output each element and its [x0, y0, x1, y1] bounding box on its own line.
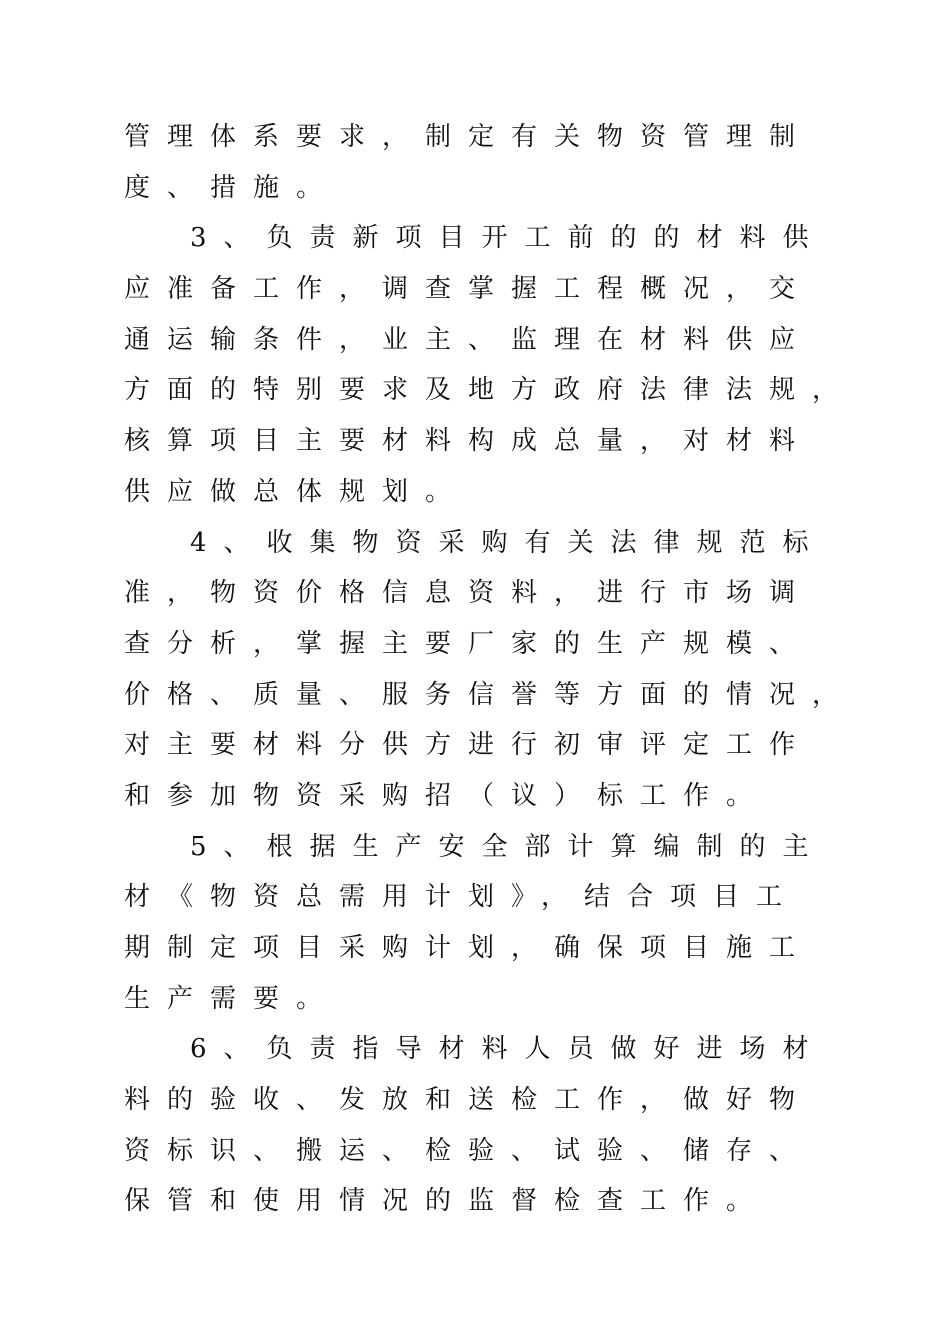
- text-line-10: 准，物资价格信息资料，进行市场调: [124, 578, 813, 609]
- text-line-3: 3、负责新项目开工前的的材料供: [190, 223, 826, 254]
- text-line-22: 保管和使用情况的监督检查工作。: [124, 1186, 770, 1217]
- text-line-21: 资标识、搬运、检验、试验、储存、: [124, 1135, 813, 1166]
- text-line-20: 料的验收、发放和送检工作，做好物: [124, 1085, 813, 1116]
- text-line-14: 和参加物资采购招（议）标工作。: [124, 780, 770, 811]
- text-line-6: 方面的特别要求及地方政府法律法规，: [124, 375, 856, 406]
- text-line-7: 核算项目主要材料构成总量，对材料: [124, 426, 813, 457]
- text-line-5: 通运输条件，业主、监理在材料供应: [124, 324, 813, 355]
- text-line-1: 管理体系要求，制定有关物资管理制: [124, 122, 813, 152]
- text-line-13: 对主要材料分供方进行初审评定工作: [124, 730, 813, 761]
- document-body: [124, 112, 856, 1227]
- text-line-2: 度、措施。: [124, 172, 340, 203]
- text-line-4: 应准备工作，调查掌握工程概况，交: [124, 274, 813, 305]
- text-line-12: 价格、质量、服务信誉等方面的情况，: [124, 679, 856, 710]
- text-line-8: 供应做总体规划。: [124, 476, 469, 507]
- text-line-18: 生产需要。: [124, 983, 340, 1014]
- text-line-9: 4、收集物资采购有关法律规范标: [190, 527, 826, 558]
- text-line-11: 查分析，掌握主要厂家的生产规模、: [124, 628, 813, 659]
- text-line-19: 6、负责指导材料人员做好进场材: [190, 1034, 826, 1065]
- text-line-15: 5、根据生产安全部计算编制的主: [190, 831, 826, 862]
- text-line-16: 材《物资总需用计划》，结合项目工: [124, 882, 800, 913]
- text-line-17: 期制定项目采购计划，确保项目施工: [124, 933, 813, 963]
